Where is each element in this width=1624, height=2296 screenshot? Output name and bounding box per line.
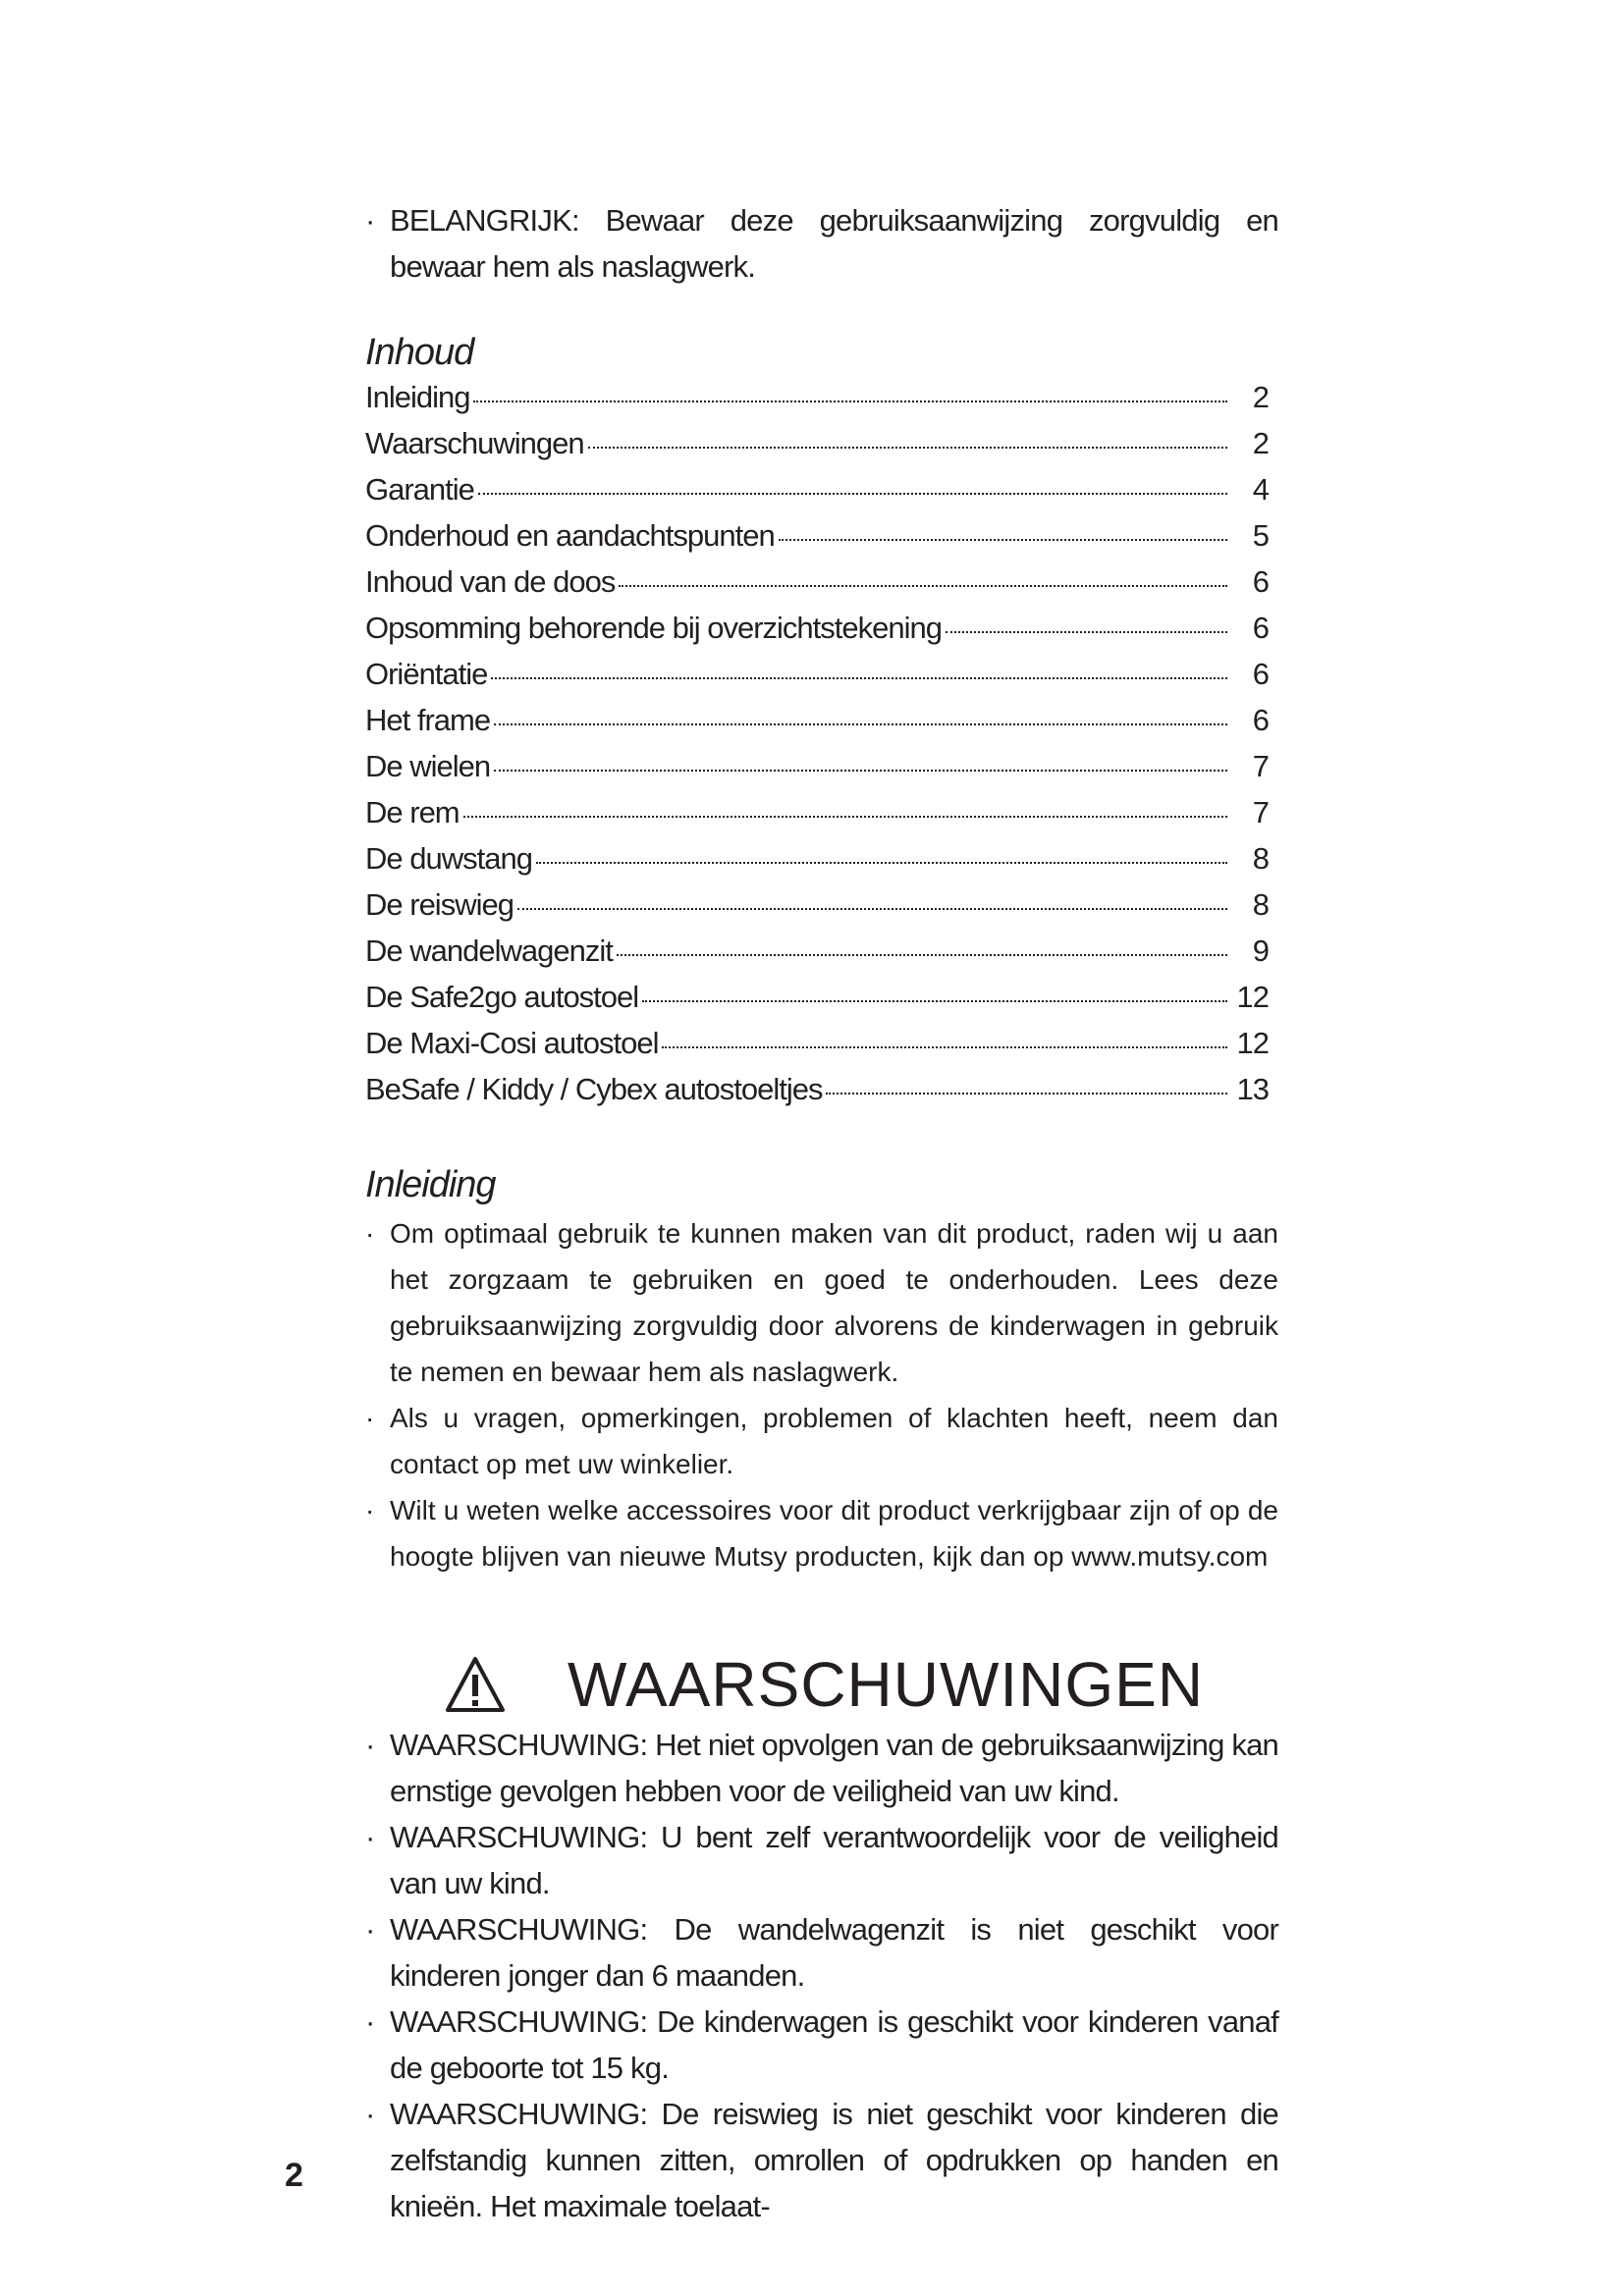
toc-entry: Inleiding 2: [365, 380, 1269, 414]
warnings-heading: WAARSCHUWINGEN: [568, 1649, 1205, 1720]
toc-entry: De rem 7: [365, 795, 1269, 829]
list-item: · Om optimaal gebruik te kunnen maken van dit product, raden wij u aan het zorgzaam te gebruiken en goed te onderhouden. Lees deze gebruiksaanwijzing zorgvuldig door alvorens de kinderwagen in gebruik te nemen en bewaar hem als naslagwerk.: [365, 1210, 1278, 1395]
warnings-list: [365, 1722, 1278, 2229]
toc-entry: De wielen 7: [365, 749, 1269, 783]
important-note-text: · BELANGRIJK: Bewaar deze gebruiksaanwijzing zorgvuldig en bewaar hem als naslagwerk.: [365, 197, 1278, 290]
toc-entry: De Maxi-Cosi autostoel 12: [365, 1026, 1269, 1060]
toc-entry: Garantie 4: [365, 472, 1269, 507]
list-item: · WAARSCHUWING: Het niet opvolgen van de gebruiksaanwijzing kan ernstige gevolgen hebben voor de veiligheid van uw kind.: [365, 1722, 1278, 1814]
toc-entry: De wandelwagenzit 9: [365, 934, 1269, 968]
toc-entry: Het frame 6: [365, 703, 1269, 737]
toc-entry: Inhoud van de doos 6: [365, 564, 1269, 599]
list-item: · WAARSCHUWING: De kinderwagen is geschikt voor kinderen vanaf de geboorte tot 15 kg.: [365, 1999, 1278, 2091]
toc-entry: BeSafe / Kiddy / Cybex autostoeltjes 13: [365, 1072, 1269, 1106]
inleiding-heading: Inleiding: [365, 1164, 496, 1205]
warnings-title: [444, 1647, 1204, 1722]
page-number: 2: [285, 2157, 303, 2194]
important-note: [365, 197, 1278, 290]
toc-entry: Onderhoud en aandachtspunten 5: [365, 518, 1269, 553]
toc-entry: De duwstang 8: [365, 841, 1269, 876]
toc-entry: De reiswieg 8: [365, 887, 1269, 922]
list-item: · Als u vragen, opmerkingen, problemen of klachten heeft, neem dan contact op met uw winkelier.: [365, 1395, 1278, 1487]
toc-entry: Opsomming behorende bij overzichtstekening 6: [365, 611, 1269, 645]
toc-entry: Oriëntatie 6: [365, 657, 1269, 691]
list-item: · Wilt u weten welke accessoires voor dit product verkrijgbaar zijn of op de hoogte blijven van nieuwe Mutsy producten, kijk dan op www.mutsy.com: [365, 1487, 1278, 1579]
toc-entry: Waarschuwingen 2: [365, 426, 1269, 460]
toc-heading: Inhoud: [365, 332, 474, 373]
toc-entry: De Safe2go autostoel 12: [365, 980, 1269, 1014]
warning-triangle-icon: [444, 1655, 507, 1714]
list-item: · WAARSCHUWING: De reiswieg is niet geschikt voor kinderen die zelfstandig kunnen zitten, omrollen of opdrukken op handen en knieën. Het maximale toelaat-: [365, 2091, 1278, 2229]
list-item: · WAARSCHUWING: De wandelwagenzit is niet geschikt voor kinderen jonger dan 6 maanden.: [365, 1906, 1278, 1999]
list-item: · WAARSCHUWING: U bent zelf verantwoordelijk voor de veiligheid van uw kind.: [365, 1814, 1278, 1906]
inleiding-list: [365, 1210, 1278, 1579]
table-of-contents: [365, 380, 1269, 1118]
